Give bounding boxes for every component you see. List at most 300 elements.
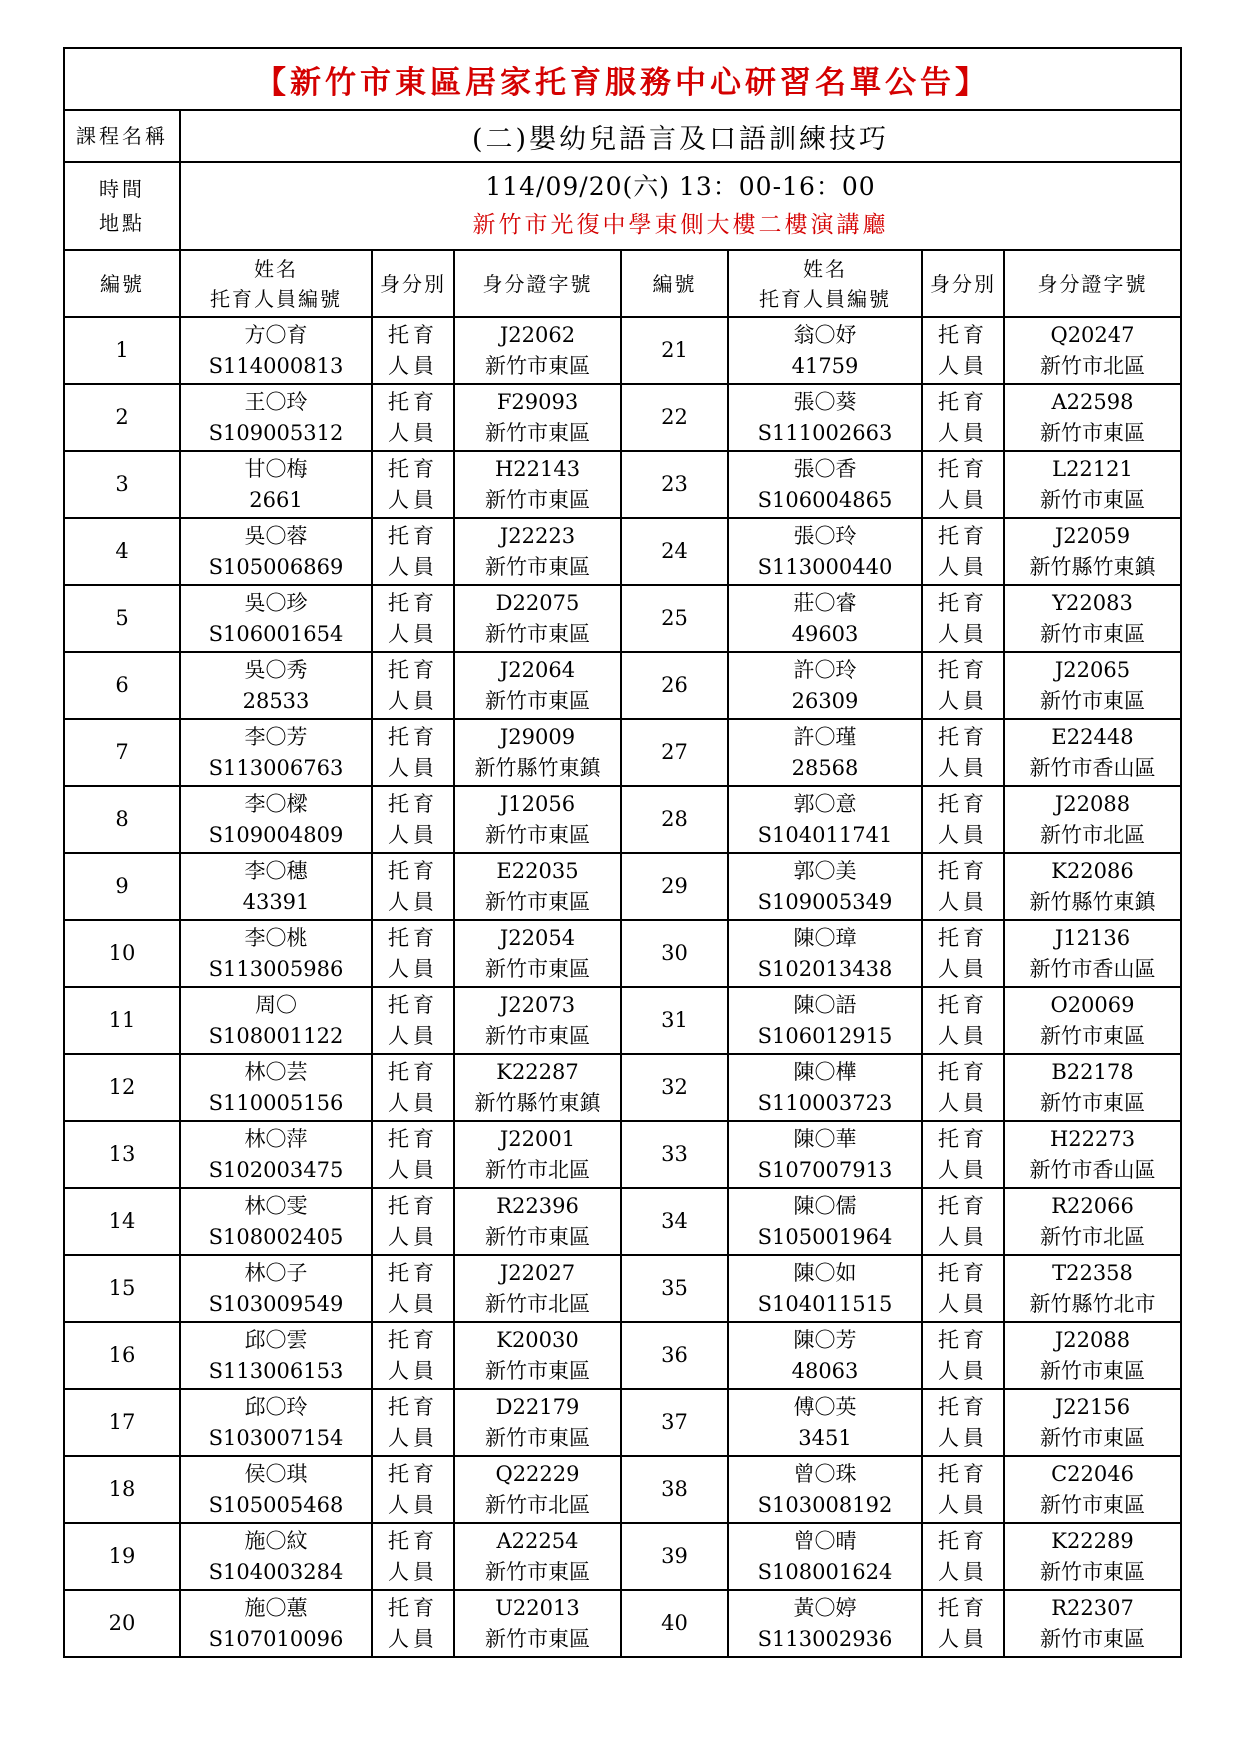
table-row bbox=[64, 1456, 1181, 1523]
entry-role-line1: 托育 bbox=[938, 389, 988, 414]
entry-role-cell bbox=[922, 317, 1004, 384]
entry-caregiver-code: 48063 bbox=[791, 1358, 859, 1383]
entry-area: 新竹市東區 bbox=[1040, 1492, 1145, 1517]
entry-role-line2: 人員 bbox=[388, 487, 438, 512]
entry-id-number: D22075 bbox=[495, 590, 580, 615]
entry-caregiver-code: 49603 bbox=[791, 621, 859, 646]
entry-name-cell bbox=[180, 652, 372, 719]
entry-name: 施〇紋 bbox=[244, 1528, 308, 1553]
entry-role-cell bbox=[922, 853, 1004, 920]
entry-name: 施〇蕙 bbox=[244, 1595, 308, 1620]
table-row bbox=[64, 1590, 1181, 1657]
entry-area: 新竹縣竹東鎮 bbox=[1029, 889, 1156, 914]
entry-caregiver-code: S108002405 bbox=[208, 1224, 344, 1249]
entry-role-line1: 托育 bbox=[388, 1193, 438, 1218]
entry-number: 16 bbox=[64, 1322, 180, 1389]
entry-name-cell bbox=[728, 719, 922, 786]
entry-role-cell bbox=[372, 1389, 454, 1456]
entry-role-cell bbox=[922, 451, 1004, 518]
entry-role-line1: 托育 bbox=[938, 1260, 988, 1285]
entry-id-number: J12056 bbox=[499, 791, 576, 816]
entry-id-number: O20069 bbox=[1050, 992, 1135, 1017]
entry-role-line2: 人員 bbox=[938, 889, 988, 914]
entry-role-cell bbox=[922, 1523, 1004, 1590]
entry-name-cell bbox=[728, 920, 922, 987]
entry-role-line2: 人員 bbox=[938, 621, 988, 646]
entry-area: 新竹市東區 bbox=[1040, 1559, 1145, 1584]
entry-caregiver-code: 41759 bbox=[791, 353, 859, 378]
entry-id-number: K22086 bbox=[1051, 858, 1134, 883]
title-row bbox=[64, 48, 1181, 110]
entry-area: 新竹市東區 bbox=[1040, 621, 1145, 646]
entry-caregiver-code: 3451 bbox=[798, 1425, 852, 1450]
entry-area: 新竹市東區 bbox=[485, 554, 590, 579]
entry-id-number: J22088 bbox=[1054, 1327, 1131, 1352]
entry-caregiver-code: S106004865 bbox=[757, 487, 893, 512]
entry-id-cell bbox=[454, 920, 621, 987]
entry-area: 新竹市東區 bbox=[485, 1358, 590, 1383]
entry-name-cell bbox=[728, 384, 922, 451]
header-name-line2: 托育人員編號 bbox=[210, 286, 342, 311]
entry-caregiver-code: S106012915 bbox=[757, 1023, 893, 1048]
entry-name: 曾〇珠 bbox=[793, 1461, 857, 1486]
table-row bbox=[64, 384, 1181, 451]
entry-number: 19 bbox=[64, 1523, 180, 1590]
entry-caregiver-code: S104011515 bbox=[757, 1291, 893, 1316]
entry-name-cell bbox=[728, 1121, 922, 1188]
entry-role-cell bbox=[922, 652, 1004, 719]
entry-number: 11 bbox=[64, 987, 180, 1054]
entry-name: 陳〇樺 bbox=[793, 1059, 857, 1084]
table-row bbox=[64, 585, 1181, 652]
header-role: 身分別 bbox=[372, 250, 454, 317]
entry-name: 翁〇妤 bbox=[793, 322, 857, 347]
entry-caregiver-code: S113006763 bbox=[208, 755, 344, 780]
entry-number: 37 bbox=[621, 1389, 728, 1456]
entry-caregiver-code: S108001624 bbox=[757, 1559, 893, 1584]
entry-role-line2: 人員 bbox=[938, 1157, 988, 1182]
entry-name: 傅〇英 bbox=[793, 1394, 857, 1419]
entry-role-line1: 托育 bbox=[938, 992, 988, 1017]
entry-role-line2: 人員 bbox=[938, 1425, 988, 1450]
entry-id-number: J22059 bbox=[1054, 523, 1131, 548]
entry-caregiver-code: S103008192 bbox=[757, 1492, 893, 1517]
entry-id-cell bbox=[1004, 1590, 1181, 1657]
entry-name: 王〇玲 bbox=[244, 389, 308, 414]
entry-name-cell bbox=[180, 1255, 372, 1322]
entry-area: 新竹市東區 bbox=[485, 353, 590, 378]
entry-area: 新竹市東區 bbox=[1040, 1425, 1145, 1450]
entry-id-cell bbox=[1004, 652, 1181, 719]
entry-name-cell bbox=[728, 1322, 922, 1389]
entry-role-line1: 托育 bbox=[388, 724, 438, 749]
entry-name: 方〇育 bbox=[244, 322, 308, 347]
entry-id-cell bbox=[454, 1389, 621, 1456]
entry-name-cell bbox=[180, 1121, 372, 1188]
entry-number: 9 bbox=[64, 853, 180, 920]
entry-id-cell bbox=[454, 786, 621, 853]
entry-name: 邱〇雲 bbox=[244, 1327, 308, 1352]
entry-role-line1: 托育 bbox=[938, 724, 988, 749]
entry-role-line1: 托育 bbox=[388, 456, 438, 481]
entry-caregiver-code: 28568 bbox=[791, 755, 859, 780]
entry-role-line1: 托育 bbox=[388, 791, 438, 816]
schedule-row bbox=[64, 162, 1181, 250]
entry-role-line2: 人員 bbox=[388, 1224, 438, 1249]
table-row bbox=[64, 1389, 1181, 1456]
table-row bbox=[64, 786, 1181, 853]
entry-caregiver-code: S102003475 bbox=[208, 1157, 344, 1182]
entry-role-line2: 人員 bbox=[938, 1492, 988, 1517]
entry-role-cell bbox=[372, 317, 454, 384]
entry-id-number: K22289 bbox=[1051, 1528, 1134, 1553]
entry-role-line2: 人員 bbox=[938, 1358, 988, 1383]
entry-number: 7 bbox=[64, 719, 180, 786]
entry-id-number: J22054 bbox=[499, 925, 576, 950]
entry-role-line2: 人員 bbox=[388, 822, 438, 847]
entry-id-cell bbox=[1004, 1523, 1181, 1590]
table-row bbox=[64, 853, 1181, 920]
entry-number: 14 bbox=[64, 1188, 180, 1255]
entry-id-number: R22307 bbox=[1051, 1595, 1134, 1620]
entry-number: 18 bbox=[64, 1456, 180, 1523]
entry-role-line2: 人員 bbox=[388, 688, 438, 713]
entry-area: 新竹市東區 bbox=[1040, 420, 1145, 445]
entry-role-line1: 托育 bbox=[388, 858, 438, 883]
entry-role-line1: 托育 bbox=[388, 925, 438, 950]
entry-name-cell bbox=[728, 786, 922, 853]
entry-id-number: A22598 bbox=[1051, 389, 1134, 414]
entry-id-cell bbox=[1004, 451, 1181, 518]
entry-number: 39 bbox=[621, 1523, 728, 1590]
entry-role-line1: 托育 bbox=[938, 925, 988, 950]
entry-caregiver-code: S103007154 bbox=[208, 1425, 344, 1450]
entry-area: 新竹市東區 bbox=[485, 688, 590, 713]
course-location: 新竹市光復中學東側大樓二樓演講廳 bbox=[472, 212, 889, 238]
entry-role-cell bbox=[922, 1121, 1004, 1188]
entry-area: 新竹市東區 bbox=[485, 956, 590, 981]
entry-name: 李〇穗 bbox=[244, 858, 308, 883]
table-row bbox=[64, 987, 1181, 1054]
entry-role-cell bbox=[922, 1322, 1004, 1389]
entry-area: 新竹市北區 bbox=[485, 1291, 590, 1316]
entry-role-line1: 托育 bbox=[388, 1059, 438, 1084]
entry-name-cell bbox=[180, 451, 372, 518]
entry-id-number: E22448 bbox=[1051, 724, 1134, 749]
entry-role-line1: 托育 bbox=[938, 657, 988, 682]
entry-caregiver-code: S103009549 bbox=[208, 1291, 344, 1316]
entry-role-line2: 人員 bbox=[938, 353, 988, 378]
entry-name: 陳〇如 bbox=[793, 1260, 857, 1285]
entry-number: 30 bbox=[621, 920, 728, 987]
entry-id-cell bbox=[454, 719, 621, 786]
entry-id-number: D22179 bbox=[495, 1394, 580, 1419]
entry-id-number: J22027 bbox=[499, 1260, 576, 1285]
entry-id-number: A22254 bbox=[496, 1528, 579, 1553]
entry-id-cell bbox=[1004, 1255, 1181, 1322]
entry-id-number: K22287 bbox=[496, 1059, 579, 1084]
entry-area: 新竹市東區 bbox=[1040, 688, 1145, 713]
entry-id-cell bbox=[1004, 1456, 1181, 1523]
entry-role-line1: 托育 bbox=[388, 992, 438, 1017]
entry-area: 新竹市北區 bbox=[485, 1492, 590, 1517]
entry-name-cell bbox=[728, 1255, 922, 1322]
announcement-title: 【新竹市東區居家托育服務中心研習名單公告】 bbox=[64, 48, 1181, 110]
entry-area: 新竹市北區 bbox=[1040, 353, 1145, 378]
entry-area: 新竹市東區 bbox=[1040, 487, 1145, 512]
entry-role-line2: 人員 bbox=[938, 822, 988, 847]
entry-id-number: J12136 bbox=[1054, 925, 1131, 950]
entry-name-cell bbox=[180, 1054, 372, 1121]
entry-number: 32 bbox=[621, 1054, 728, 1121]
entry-role-line1: 托育 bbox=[938, 456, 988, 481]
entry-caregiver-code: S105001964 bbox=[757, 1224, 893, 1249]
entry-role-cell bbox=[372, 1054, 454, 1121]
entry-role-cell bbox=[372, 652, 454, 719]
entry-area: 新竹市東區 bbox=[485, 822, 590, 847]
entry-area: 新竹市東區 bbox=[485, 1425, 590, 1450]
entry-name-cell bbox=[728, 1590, 922, 1657]
entry-caregiver-code: S113002936 bbox=[757, 1626, 893, 1651]
entry-number: 24 bbox=[621, 518, 728, 585]
entry-id-number: E22035 bbox=[496, 858, 579, 883]
entry-name: 郭〇意 bbox=[793, 791, 857, 816]
entry-role-cell bbox=[372, 384, 454, 451]
entry-name-cell bbox=[728, 1389, 922, 1456]
entry-name-cell bbox=[180, 317, 372, 384]
entry-name-cell bbox=[728, 853, 922, 920]
entry-name: 甘〇梅 bbox=[244, 456, 308, 481]
entry-name: 林〇子 bbox=[244, 1260, 308, 1285]
entry-caregiver-code: 28533 bbox=[242, 688, 310, 713]
entry-id-cell bbox=[454, 1590, 621, 1657]
entry-role-line1: 托育 bbox=[388, 1327, 438, 1352]
entry-id-cell bbox=[454, 1188, 621, 1255]
entry-name: 吳〇蓉 bbox=[244, 523, 308, 548]
entry-number: 29 bbox=[621, 853, 728, 920]
header-number: 編號 bbox=[64, 250, 180, 317]
time-label: 時間 bbox=[99, 177, 145, 201]
entry-role-cell bbox=[372, 920, 454, 987]
entry-caregiver-code: 43391 bbox=[242, 889, 310, 914]
entry-role-cell bbox=[922, 384, 1004, 451]
entry-name-cell bbox=[728, 451, 922, 518]
entry-role-line1: 托育 bbox=[938, 1193, 988, 1218]
entry-number: 34 bbox=[621, 1188, 728, 1255]
table-row bbox=[64, 1054, 1181, 1121]
entry-caregiver-code: S110003723 bbox=[757, 1090, 893, 1115]
entry-area: 新竹市東區 bbox=[485, 1559, 590, 1584]
entry-role-cell bbox=[922, 1188, 1004, 1255]
entry-area: 新竹市北區 bbox=[1040, 822, 1145, 847]
entry-role-line2: 人員 bbox=[388, 889, 438, 914]
entry-role-line2: 人員 bbox=[938, 688, 988, 713]
entry-role-line2: 人員 bbox=[388, 956, 438, 981]
entry-role-cell bbox=[922, 987, 1004, 1054]
entry-name-cell bbox=[728, 652, 922, 719]
entry-id-number: J29009 bbox=[499, 724, 576, 749]
entry-id-number: Q20247 bbox=[1050, 322, 1135, 347]
entry-number: 3 bbox=[64, 451, 180, 518]
entry-id-cell bbox=[454, 1121, 621, 1188]
entry-area: 新竹縣竹北市 bbox=[1029, 1291, 1156, 1316]
entry-role-cell bbox=[922, 518, 1004, 585]
entry-caregiver-code: 2661 bbox=[249, 487, 303, 512]
entry-role-line2: 人員 bbox=[388, 1157, 438, 1182]
entry-name: 張〇香 bbox=[793, 456, 857, 481]
entry-id-cell bbox=[1004, 585, 1181, 652]
entry-name-cell bbox=[180, 585, 372, 652]
entry-number: 6 bbox=[64, 652, 180, 719]
entry-id-number: R22066 bbox=[1051, 1193, 1134, 1218]
course-datetime: 114/09/20(六) 13：00-16：00 bbox=[485, 172, 876, 201]
entry-number: 4 bbox=[64, 518, 180, 585]
entry-role-line2: 人員 bbox=[938, 1291, 988, 1316]
entry-role-line2: 人員 bbox=[938, 1023, 988, 1048]
entry-id-cell bbox=[1004, 1188, 1181, 1255]
entry-caregiver-code: S107007913 bbox=[757, 1157, 893, 1182]
entry-role-line2: 人員 bbox=[388, 1626, 438, 1651]
roster-table bbox=[63, 47, 1182, 1658]
entry-id-cell bbox=[454, 317, 621, 384]
entry-id-cell bbox=[1004, 853, 1181, 920]
entry-id-cell bbox=[1004, 920, 1181, 987]
entry-name-cell bbox=[728, 1188, 922, 1255]
entry-name: 許〇瑾 bbox=[793, 724, 857, 749]
entry-id-number: R22396 bbox=[496, 1193, 579, 1218]
entry-role-line1: 托育 bbox=[938, 1528, 988, 1553]
entry-id-number: H22143 bbox=[494, 456, 581, 481]
entry-role-line2: 人員 bbox=[388, 554, 438, 579]
entry-number: 20 bbox=[64, 1590, 180, 1657]
table-row bbox=[64, 451, 1181, 518]
entry-number: 33 bbox=[621, 1121, 728, 1188]
entry-id-number: J22088 bbox=[1054, 791, 1131, 816]
header-name-line1: 姓名 bbox=[803, 256, 847, 281]
entry-area: 新竹市東區 bbox=[485, 1626, 590, 1651]
entry-role-line1: 托育 bbox=[388, 523, 438, 548]
entry-caregiver-code: S106001654 bbox=[208, 621, 344, 646]
entry-name-cell bbox=[728, 1523, 922, 1590]
entry-area: 新竹市東區 bbox=[1040, 1358, 1145, 1383]
header-name bbox=[728, 250, 922, 317]
entry-number: 21 bbox=[621, 317, 728, 384]
entry-role-line1: 托育 bbox=[388, 1595, 438, 1620]
entry-id-cell bbox=[454, 1456, 621, 1523]
entry-caregiver-code: S111002663 bbox=[757, 420, 893, 445]
table-row bbox=[64, 719, 1181, 786]
table-row bbox=[64, 1523, 1181, 1590]
entry-id-number: J22001 bbox=[499, 1126, 576, 1151]
entry-number: 31 bbox=[621, 987, 728, 1054]
entry-role-line1: 托育 bbox=[938, 322, 988, 347]
entry-name: 周〇 bbox=[255, 992, 297, 1017]
entry-name-cell bbox=[728, 317, 922, 384]
entry-name: 陳〇璋 bbox=[793, 925, 857, 950]
header-role: 身分別 bbox=[922, 250, 1004, 317]
entry-id-number: J22223 bbox=[499, 523, 576, 548]
entry-role-line2: 人員 bbox=[388, 1492, 438, 1517]
entry-number: 36 bbox=[621, 1322, 728, 1389]
entry-role-line1: 托育 bbox=[388, 657, 438, 682]
entry-number: 1 bbox=[64, 317, 180, 384]
entry-name-cell bbox=[180, 853, 372, 920]
entry-name-cell bbox=[180, 1188, 372, 1255]
entry-area: 新竹市東區 bbox=[485, 621, 590, 646]
entry-role-line2: 人員 bbox=[938, 1090, 988, 1115]
entry-role-cell bbox=[922, 1456, 1004, 1523]
entry-role-line1: 托育 bbox=[938, 1327, 988, 1352]
entry-id-number: H22273 bbox=[1049, 1126, 1136, 1151]
entry-area: 新竹市東區 bbox=[485, 1224, 590, 1249]
entry-number: 17 bbox=[64, 1389, 180, 1456]
entry-name-cell bbox=[728, 987, 922, 1054]
entry-role-line2: 人員 bbox=[388, 1358, 438, 1383]
entry-id-cell bbox=[1004, 1121, 1181, 1188]
entry-role-line1: 托育 bbox=[938, 1059, 988, 1084]
entry-role-line2: 人員 bbox=[938, 956, 988, 981]
entry-caregiver-code: S113000440 bbox=[757, 554, 893, 579]
entry-name-cell bbox=[728, 1054, 922, 1121]
entry-number: 5 bbox=[64, 585, 180, 652]
entry-role-cell bbox=[922, 786, 1004, 853]
entry-name-cell bbox=[728, 518, 922, 585]
entry-id-number: Q22229 bbox=[495, 1461, 580, 1486]
entry-role-line1: 托育 bbox=[388, 322, 438, 347]
table-row bbox=[64, 920, 1181, 987]
entry-role-line1: 托育 bbox=[388, 1394, 438, 1419]
entry-name: 莊〇睿 bbox=[793, 590, 857, 615]
entry-caregiver-code: S105005468 bbox=[208, 1492, 344, 1517]
entry-name-cell bbox=[180, 987, 372, 1054]
entry-name-cell bbox=[728, 1456, 922, 1523]
entry-role-cell bbox=[372, 1322, 454, 1389]
table-row bbox=[64, 1322, 1181, 1389]
table-row bbox=[64, 317, 1181, 384]
entry-role-line2: 人員 bbox=[388, 420, 438, 445]
header-number: 編號 bbox=[621, 250, 728, 317]
entry-name: 林〇芸 bbox=[244, 1059, 308, 1084]
place-label: 地點 bbox=[99, 211, 145, 235]
entry-role-cell bbox=[922, 1590, 1004, 1657]
entry-id-number: L22121 bbox=[1052, 456, 1133, 481]
entry-name-cell bbox=[180, 1456, 372, 1523]
entry-area: 新竹縣竹東鎮 bbox=[1029, 554, 1156, 579]
entry-name: 許〇玲 bbox=[793, 657, 857, 682]
entry-caregiver-code: S113006153 bbox=[208, 1358, 344, 1383]
entry-role-line2: 人員 bbox=[388, 1425, 438, 1450]
entry-role-line2: 人員 bbox=[938, 554, 988, 579]
entry-caregiver-code: S105006869 bbox=[208, 554, 344, 579]
course-name: (二)嬰幼兒語言及口語訓練技巧 bbox=[180, 110, 1181, 162]
entry-id-cell bbox=[1004, 987, 1181, 1054]
entry-name: 李〇桃 bbox=[244, 925, 308, 950]
entry-id-number: B22178 bbox=[1051, 1059, 1134, 1084]
entry-name-cell bbox=[180, 1523, 372, 1590]
entry-name-cell bbox=[180, 920, 372, 987]
entry-role-cell bbox=[922, 1389, 1004, 1456]
entry-name: 陳〇儒 bbox=[793, 1193, 857, 1218]
entry-id-cell bbox=[1004, 1389, 1181, 1456]
entry-role-line2: 人員 bbox=[388, 1023, 438, 1048]
entry-role-line1: 托育 bbox=[388, 1461, 438, 1486]
entry-id-cell bbox=[1004, 317, 1181, 384]
entry-role-cell bbox=[372, 451, 454, 518]
entry-id-number: F29093 bbox=[496, 389, 579, 414]
entry-name: 李〇樑 bbox=[244, 791, 308, 816]
entry-id-number: C22046 bbox=[1051, 1461, 1134, 1486]
header-name bbox=[180, 250, 372, 317]
